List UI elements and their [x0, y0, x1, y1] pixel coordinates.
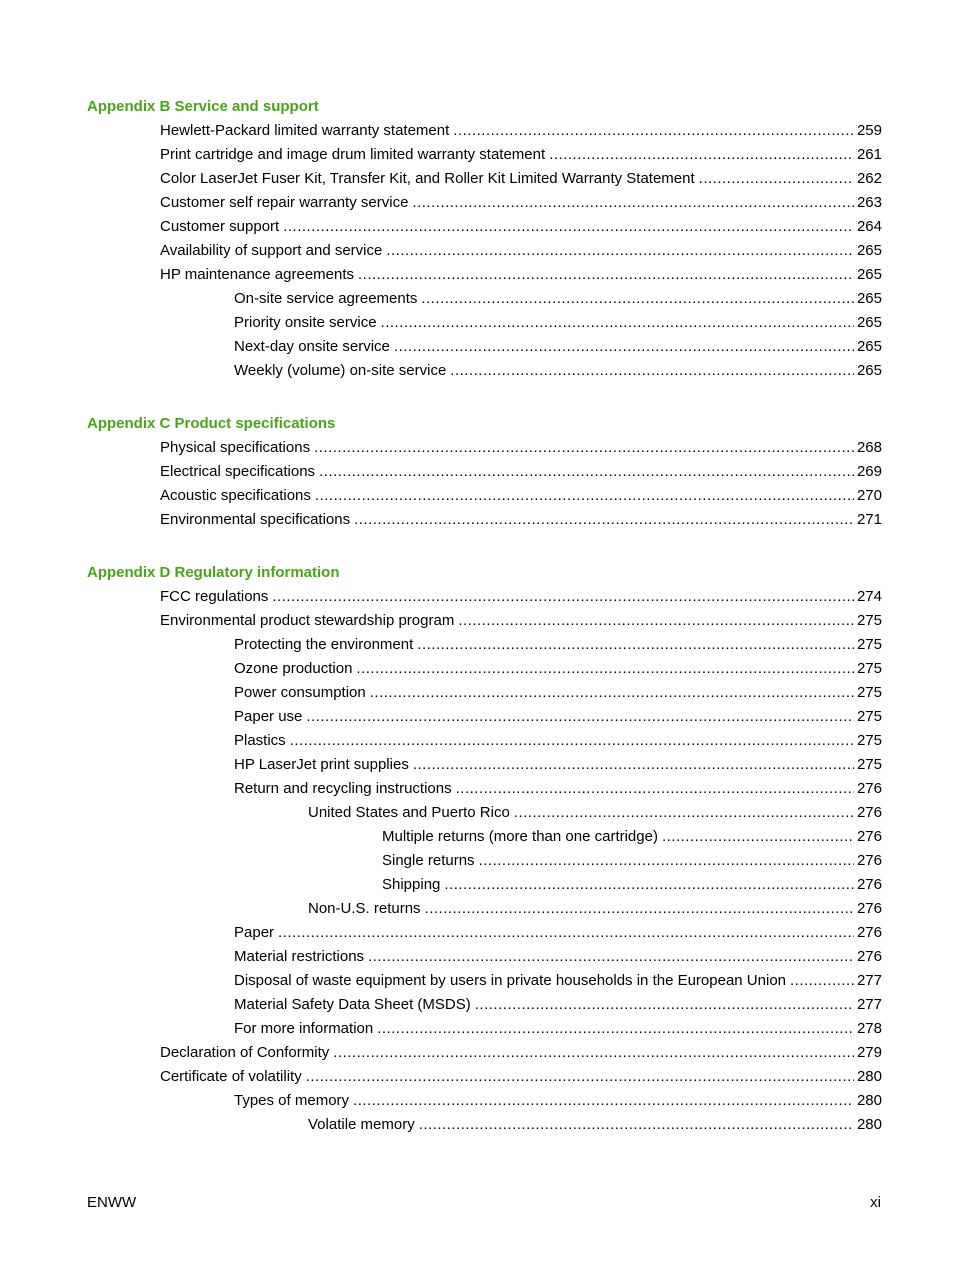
toc-entry-page-number: 265: [856, 362, 882, 379]
toc-entry-label: Material Safety Data Sheet (MSDS): [234, 996, 471, 1013]
toc-entry-label: Customer self repair warranty service: [160, 194, 409, 211]
toc-entry-page-number: 279: [856, 1044, 882, 1061]
toc-entry[interactable]: [234, 287, 882, 311]
dot-leader: [394, 335, 854, 359]
toc-entry[interactable]: [308, 897, 882, 921]
toc-entry[interactable]: [160, 239, 882, 263]
toc-entry[interactable]: [234, 1017, 882, 1041]
toc-entry-label: On-site service agreements: [234, 290, 418, 307]
toc-entry-page-number: 276: [856, 900, 882, 917]
toc-entry-label: Customer support: [160, 218, 280, 235]
toc-entry-page-number: 265: [856, 266, 882, 283]
dot-leader: [290, 729, 854, 753]
toc-entry-page-number: 265: [856, 314, 882, 331]
toc-entry-label: FCC regulations: [160, 588, 269, 605]
toc-entry[interactable]: [160, 143, 882, 167]
toc-entry-label: Electrical specifications: [160, 463, 316, 480]
dot-leader: [417, 633, 854, 657]
toc-entry[interactable]: [382, 825, 882, 849]
toc-entry-label: HP LaserJet print supplies: [234, 756, 409, 773]
dot-leader: [549, 143, 854, 167]
toc-entry[interactable]: [308, 1113, 882, 1137]
section-heading: Appendix C Product specifications: [87, 415, 336, 432]
toc-entry[interactable]: [382, 849, 882, 873]
dot-leader: [319, 460, 854, 484]
dot-leader: [479, 849, 854, 873]
toc-entry[interactable]: [160, 585, 882, 609]
dot-leader: [421, 287, 854, 311]
toc-entry-page-number: 280: [856, 1116, 882, 1133]
dot-leader: [356, 657, 854, 681]
toc-entry-page-number: 265: [856, 242, 882, 259]
dot-leader: [333, 1041, 854, 1065]
toc-entry-label: Physical specifications: [160, 439, 311, 456]
dot-leader: [370, 681, 854, 705]
toc-entry[interactable]: [160, 191, 882, 215]
toc-entry-page-number: 265: [856, 338, 882, 355]
toc-entry-page-number: 276: [856, 828, 882, 845]
dot-leader: [278, 921, 854, 945]
toc-entry-page-number: 274: [856, 588, 882, 605]
toc-entry-page-number: 259: [856, 122, 882, 139]
toc-entry[interactable]: [234, 993, 882, 1017]
toc-entry[interactable]: [234, 777, 882, 801]
toc-entry-page-number: 271: [856, 511, 882, 528]
dot-leader: [315, 484, 854, 508]
toc-entry[interactable]: [234, 969, 882, 993]
toc-entry[interactable]: [234, 729, 882, 753]
dot-leader: [368, 945, 854, 969]
toc-entry-page-number: 276: [856, 924, 882, 941]
toc-entry-page-number: 275: [856, 708, 882, 725]
toc-entry-page-number: 262: [856, 170, 882, 187]
toc-entry-page-number: 276: [856, 804, 882, 821]
toc-entry-page-number: 276: [856, 876, 882, 893]
toc-entry-page-number: 275: [856, 636, 882, 653]
dot-leader: [386, 239, 854, 263]
dot-leader: [425, 897, 854, 921]
toc-entry-label: For more information: [234, 1020, 374, 1037]
toc-entry[interactable]: [160, 508, 882, 532]
dot-leader: [699, 167, 854, 191]
dot-leader: [377, 1017, 854, 1041]
dot-leader: [456, 777, 854, 801]
dot-leader: [272, 585, 854, 609]
toc-entry-label: Single returns: [382, 852, 475, 869]
dot-leader: [458, 609, 854, 633]
footer-left-label: ENWW: [87, 1194, 137, 1211]
dot-leader: [453, 119, 854, 143]
toc-entry-page-number: 278: [856, 1020, 882, 1037]
toc-entry-label: Non-U.S. returns: [308, 900, 421, 917]
toc-entry[interactable]: [234, 311, 882, 335]
dot-leader: [306, 1065, 854, 1089]
toc-entry-label: Acoustic specifications: [160, 487, 311, 504]
toc-entry-page-number: 275: [856, 732, 882, 749]
toc-entry[interactable]: [234, 335, 882, 359]
toc-entry-page-number: 276: [856, 780, 882, 797]
dot-leader: [413, 753, 854, 777]
toc-entry[interactable]: [234, 657, 882, 681]
toc-entry-page-number: 264: [856, 218, 882, 235]
dot-leader: [306, 705, 854, 729]
toc-entry-page-number: 276: [856, 948, 882, 965]
dot-leader: [444, 873, 854, 897]
toc-entry[interactable]: [160, 263, 882, 287]
toc-entry-label: Print cartridge and image drum limited warranty statement: [160, 146, 546, 163]
toc-entry[interactable]: [160, 484, 882, 508]
toc-entry[interactable]: [160, 167, 882, 191]
toc-entry[interactable]: [234, 921, 882, 945]
toc-entry[interactable]: [382, 873, 882, 897]
toc-entry[interactable]: [234, 681, 882, 705]
toc-entry-label: Color LaserJet Fuser Kit, Transfer Kit, and Roller Kit Limited Warranty Statement: [160, 170, 695, 187]
toc-entry-page-number: 261: [856, 146, 882, 163]
toc-entry[interactable]: [160, 1041, 882, 1065]
dot-leader: [412, 191, 854, 215]
toc-entry-label: Weekly (volume) on-site service: [234, 362, 447, 379]
toc-entry[interactable]: [160, 460, 882, 484]
toc-entry-page-number: 277: [856, 972, 882, 989]
toc-entry-label: Disposal of waste equipment by users in private households in the European Union: [234, 972, 786, 989]
toc-entry[interactable]: [160, 609, 882, 633]
toc-entry[interactable]: [160, 215, 882, 239]
toc-entry-label: Return and recycling instructions: [234, 780, 452, 797]
toc-entry-page-number: 275: [856, 684, 882, 701]
toc-entry-page-number: 280: [856, 1068, 882, 1085]
toc-entry-label: Multiple returns (more than one cartridge): [382, 828, 658, 845]
dot-leader: [450, 359, 854, 383]
toc-entry-page-number: 276: [856, 852, 882, 869]
toc-entry-page-number: 269: [856, 463, 882, 480]
toc-entry[interactable]: [234, 359, 882, 383]
toc-entry-label: Certificate of volatility: [160, 1068, 302, 1085]
toc-entry-label: Hewlett-Packard limited warranty statement: [160, 122, 450, 139]
toc-entry[interactable]: [308, 801, 882, 825]
dot-leader: [314, 436, 854, 460]
toc-entry-label: Ozone production: [234, 660, 353, 677]
toc-entry[interactable]: [160, 436, 882, 460]
toc-entry[interactable]: [234, 633, 882, 657]
toc-entry[interactable]: [234, 753, 882, 777]
dot-leader: [358, 263, 854, 287]
toc-entry-label: Next-day onsite service: [234, 338, 390, 355]
toc-entry-label: Paper use: [234, 708, 303, 725]
section-heading: Appendix B Service and support: [87, 98, 319, 115]
toc-entry-label: United States and Puerto Rico: [308, 804, 510, 821]
dot-leader: [790, 969, 854, 993]
toc-entry-page-number: 270: [856, 487, 882, 504]
footer-page-number: xi: [870, 1194, 881, 1211]
toc-entry-label: Declaration of Conformity: [160, 1044, 330, 1061]
toc-entry-label: HP maintenance agreements: [160, 266, 355, 283]
toc-entry-page-number: 275: [856, 756, 882, 773]
dot-leader: [662, 825, 854, 849]
toc-entry-label: Priority onsite service: [234, 314, 377, 331]
toc-entry[interactable]: [160, 119, 882, 143]
toc-entry-page-number: 265: [856, 290, 882, 307]
toc-entry-page-number: 277: [856, 996, 882, 1013]
dot-leader: [353, 1089, 854, 1113]
toc-entry-page-number: 268: [856, 439, 882, 456]
toc-entry-page-number: 275: [856, 612, 882, 629]
toc-entry-page-number: 275: [856, 660, 882, 677]
dot-leader: [283, 215, 854, 239]
toc-entry-label: Volatile memory: [308, 1116, 415, 1133]
toc-entry-label: Material restrictions: [234, 948, 365, 965]
section-heading: Appendix D Regulatory information: [87, 564, 340, 581]
dot-leader: [475, 993, 854, 1017]
dot-leader: [419, 1113, 854, 1137]
dot-leader: [354, 508, 854, 532]
dot-leader: [514, 801, 854, 825]
toc-entry-page-number: 263: [856, 194, 882, 211]
toc-entry[interactable]: [234, 1089, 882, 1113]
toc-entry-label: Protecting the environment: [234, 636, 414, 653]
dot-leader: [381, 311, 854, 335]
toc-entry[interactable]: [234, 705, 882, 729]
toc-entry-label: Power consumption: [234, 684, 366, 701]
toc-entry-label: Types of memory: [234, 1092, 350, 1109]
toc-entry[interactable]: [160, 1065, 882, 1089]
toc-entry-label: Shipping: [382, 876, 441, 893]
toc-entry-label: Environmental product stewardship program: [160, 612, 455, 629]
toc-entry-label: Environmental specifications: [160, 511, 351, 528]
toc-entry-page-number: 280: [856, 1092, 882, 1109]
toc-entry[interactable]: [234, 945, 882, 969]
toc-entry-label: Plastics: [234, 732, 286, 749]
toc-entry-label: Paper: [234, 924, 275, 941]
toc-entry-label: Availability of support and service: [160, 242, 383, 259]
